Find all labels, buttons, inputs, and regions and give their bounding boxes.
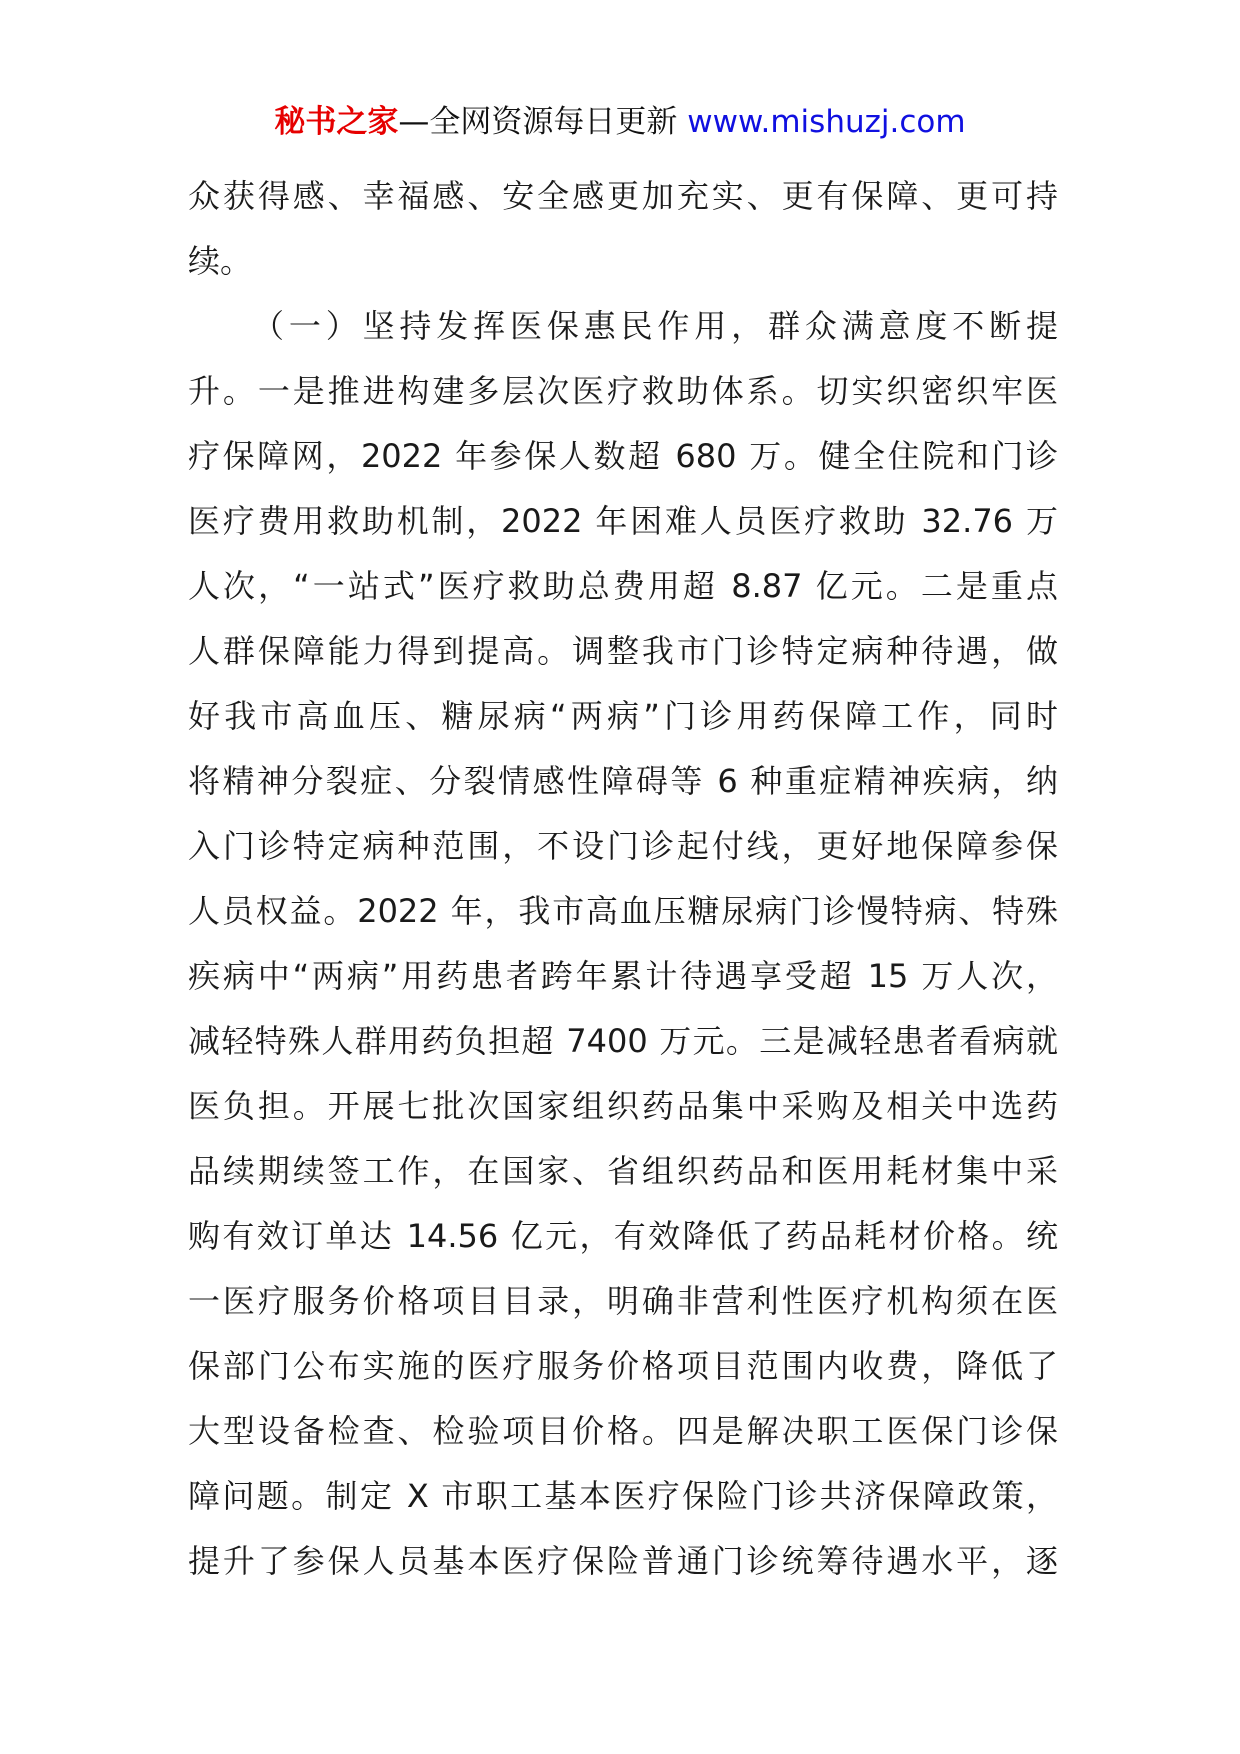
text-line: 障问题。制定 X 市职工基本医疗保险门诊共济保障政策， (188, 1477, 1058, 1515)
document-body (188, 164, 1058, 1594)
text-line: 一医疗服务价格项目目录，明确非营利性医疗机构须在医 (188, 1282, 1058, 1320)
text-line: 人员权益。2022 年，我市高血压糖尿病门诊慢特病、特殊 (188, 892, 1058, 930)
text-line: 疗保障网，2022 年参保人数超 680 万。健全住院和门诊 (188, 437, 1058, 475)
text-line: 购有效订单达 14.56 亿元，有效降低了药品耗材价格。统 (188, 1217, 1058, 1255)
site-url-link[interactable]: www.mishuzj.com (687, 104, 966, 140)
text-line: 减轻特殊人群用药负担超 7400 万元。三是减轻患者看病就 (188, 1022, 1058, 1060)
text-line: 众获得感、幸福感、安全感更加充实、更有保障、更可持 (188, 177, 1058, 215)
text-line: 医负担。开展七批次国家组织药品集中采购及相关中选药 (188, 1087, 1058, 1125)
text-line: 续。 (188, 242, 253, 280)
text-line: 将精神分裂症、分裂情感性障碍等 6 种重症精神疾病，纳 (188, 762, 1058, 800)
text-line: 升。一是推进构建多层次医疗救助体系。切实织密织牢医 (188, 372, 1058, 410)
text-line: 保部门公布实施的医疗服务价格项目范围内收费，降低了 (188, 1347, 1058, 1385)
brand-name: 秘书之家 (274, 104, 399, 140)
page-header (0, 100, 1240, 144)
text-line: 人次，“一站式”医疗救助总费用超 8.87 亿元。二是重点 (188, 567, 1058, 605)
text-line: 提升了参保人员基本医疗保险普通门诊统筹待遇水平，逐 (188, 1542, 1058, 1580)
text-line: 品续期续签工作，在国家、省组织药品和医用耗材集中采 (188, 1152, 1058, 1190)
text-line: 好我市高血压、糖尿病“两病”门诊用药保障工作，同时 (188, 697, 1058, 735)
text-line: 医疗费用救助机制，2022 年困难人员医疗救助 32.76 万 (188, 502, 1058, 540)
text-line: 入门诊特定病种范围，不设门诊起付线，更好地保障参保 (188, 827, 1058, 865)
text-line: 大型设备检查、检验项目价格。四是解决职工医保门诊保 (188, 1412, 1058, 1450)
paragraph-heading-line: （一）坚持发挥医保惠民作用，群众满意度不断提 (252, 307, 1058, 345)
text-line: 人群保障能力得到提高。调整我市门诊特定病种待遇，做 (188, 632, 1058, 670)
text-line: 疾病中“两病”用药患者跨年累计待遇享受超 15 万人次， (188, 957, 1058, 995)
header-tagline: —全网资源每日更新 (398, 104, 678, 140)
